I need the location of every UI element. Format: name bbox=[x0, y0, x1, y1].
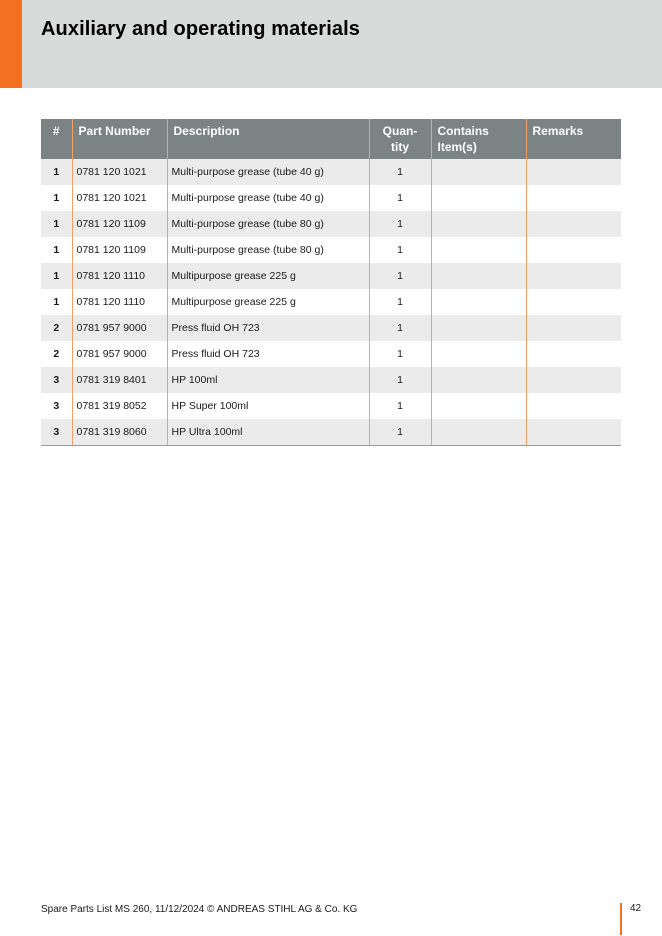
column-header-hash: # bbox=[41, 119, 72, 159]
cell-description: Press fluid OH 723 bbox=[167, 315, 369, 341]
cell-index: 3 bbox=[41, 367, 72, 393]
cell-contains bbox=[431, 393, 526, 419]
cell-index: 1 bbox=[41, 211, 72, 237]
cell-quantity: 1 bbox=[369, 367, 431, 393]
cell-remarks bbox=[526, 237, 621, 263]
header-accent-bar bbox=[0, 0, 22, 88]
parts-table bbox=[41, 119, 621, 446]
cell-quantity: 1 bbox=[369, 419, 431, 445]
cell-part-number: 0781 319 8052 bbox=[72, 393, 167, 419]
cell-description: Multi-purpose grease (tube 40 g) bbox=[167, 185, 369, 211]
cell-quantity: 1 bbox=[369, 159, 431, 185]
cell-contains bbox=[431, 237, 526, 263]
table-row bbox=[41, 315, 621, 341]
cell-description: Press fluid OH 723 bbox=[167, 341, 369, 367]
cell-index: 3 bbox=[41, 393, 72, 419]
cell-quantity: 1 bbox=[369, 263, 431, 289]
cell-part-number: 0781 957 9000 bbox=[72, 315, 167, 341]
cell-contains bbox=[431, 289, 526, 315]
cell-remarks bbox=[526, 367, 621, 393]
table-row bbox=[41, 289, 621, 315]
column-header-contains: Contains Item(s) bbox=[431, 119, 526, 159]
cell-quantity: 1 bbox=[369, 315, 431, 341]
cell-remarks bbox=[526, 263, 621, 289]
cell-index: 1 bbox=[41, 237, 72, 263]
cell-description: Multi-purpose grease (tube 40 g) bbox=[167, 159, 369, 185]
cell-description: HP 100ml bbox=[167, 367, 369, 393]
page-number: 42 bbox=[630, 903, 642, 914]
cell-contains bbox=[431, 263, 526, 289]
table-row bbox=[41, 159, 621, 185]
column-header-description: Description bbox=[167, 119, 369, 159]
cell-description: HP Ultra 100ml bbox=[167, 419, 369, 445]
cell-part-number: 0781 120 1109 bbox=[72, 211, 167, 237]
cell-remarks bbox=[526, 159, 621, 185]
cell-quantity: 1 bbox=[369, 341, 431, 367]
cell-quantity: 1 bbox=[369, 237, 431, 263]
column-header-quantity-line2: tity bbox=[391, 140, 409, 154]
cell-remarks bbox=[526, 289, 621, 315]
table-row bbox=[41, 185, 621, 211]
page-title: Auxiliary and operating materials bbox=[41, 18, 360, 40]
cell-part-number: 0781 120 1110 bbox=[72, 289, 167, 315]
cell-index: 2 bbox=[41, 341, 72, 367]
column-header-quantity bbox=[369, 119, 431, 159]
cell-contains bbox=[431, 159, 526, 185]
table-row bbox=[41, 211, 621, 237]
cell-quantity: 1 bbox=[369, 211, 431, 237]
cell-remarks bbox=[526, 393, 621, 419]
parts-table-body bbox=[41, 159, 621, 445]
cell-remarks bbox=[526, 211, 621, 237]
cell-index: 1 bbox=[41, 289, 72, 315]
cell-remarks bbox=[526, 185, 621, 211]
cell-part-number: 0781 319 8060 bbox=[72, 419, 167, 445]
cell-part-number: 0781 957 9000 bbox=[72, 341, 167, 367]
cell-part-number: 0781 120 1109 bbox=[72, 237, 167, 263]
table-header-row bbox=[41, 119, 621, 159]
column-header-remarks: Remarks bbox=[526, 119, 621, 159]
cell-remarks bbox=[526, 341, 621, 367]
footer-copyright: Spare Parts List MS 260, 11/12/2024 © ANDREAS STIHL AG & Co. KG bbox=[41, 904, 358, 915]
table-row bbox=[41, 263, 621, 289]
cell-contains bbox=[431, 185, 526, 211]
table-row bbox=[41, 393, 621, 419]
cell-description: Multipurpose grease 225 g bbox=[167, 289, 369, 315]
table-row bbox=[41, 419, 621, 445]
column-header-part-number: Part Number bbox=[72, 119, 167, 159]
header-band bbox=[0, 0, 662, 88]
footer-accent-rule bbox=[620, 903, 622, 935]
cell-part-number: 0781 120 1110 bbox=[72, 263, 167, 289]
cell-contains bbox=[431, 211, 526, 237]
cell-description: Multi-purpose grease (tube 80 g) bbox=[167, 211, 369, 237]
cell-description: HP Super 100ml bbox=[167, 393, 369, 419]
cell-remarks bbox=[526, 419, 621, 445]
cell-contains bbox=[431, 367, 526, 393]
cell-contains bbox=[431, 419, 526, 445]
cell-part-number: 0781 120 1021 bbox=[72, 185, 167, 211]
cell-part-number: 0781 319 8401 bbox=[72, 367, 167, 393]
cell-contains bbox=[431, 315, 526, 341]
cell-index: 1 bbox=[41, 159, 72, 185]
table-row bbox=[41, 237, 621, 263]
cell-index: 3 bbox=[41, 419, 72, 445]
cell-quantity: 1 bbox=[369, 185, 431, 211]
cell-quantity: 1 bbox=[369, 393, 431, 419]
column-header-quantity-line1: Quan- bbox=[382, 124, 418, 138]
cell-part-number: 0781 120 1021 bbox=[72, 159, 167, 185]
cell-description: Multi-purpose grease (tube 80 g) bbox=[167, 237, 369, 263]
cell-description: Multipurpose grease 225 g bbox=[167, 263, 369, 289]
cell-quantity: 1 bbox=[369, 289, 431, 315]
cell-contains bbox=[431, 341, 526, 367]
cell-index: 1 bbox=[41, 185, 72, 211]
cell-remarks bbox=[526, 315, 621, 341]
table-row bbox=[41, 341, 621, 367]
cell-index: 2 bbox=[41, 315, 72, 341]
cell-index: 1 bbox=[41, 263, 72, 289]
table-row bbox=[41, 367, 621, 393]
